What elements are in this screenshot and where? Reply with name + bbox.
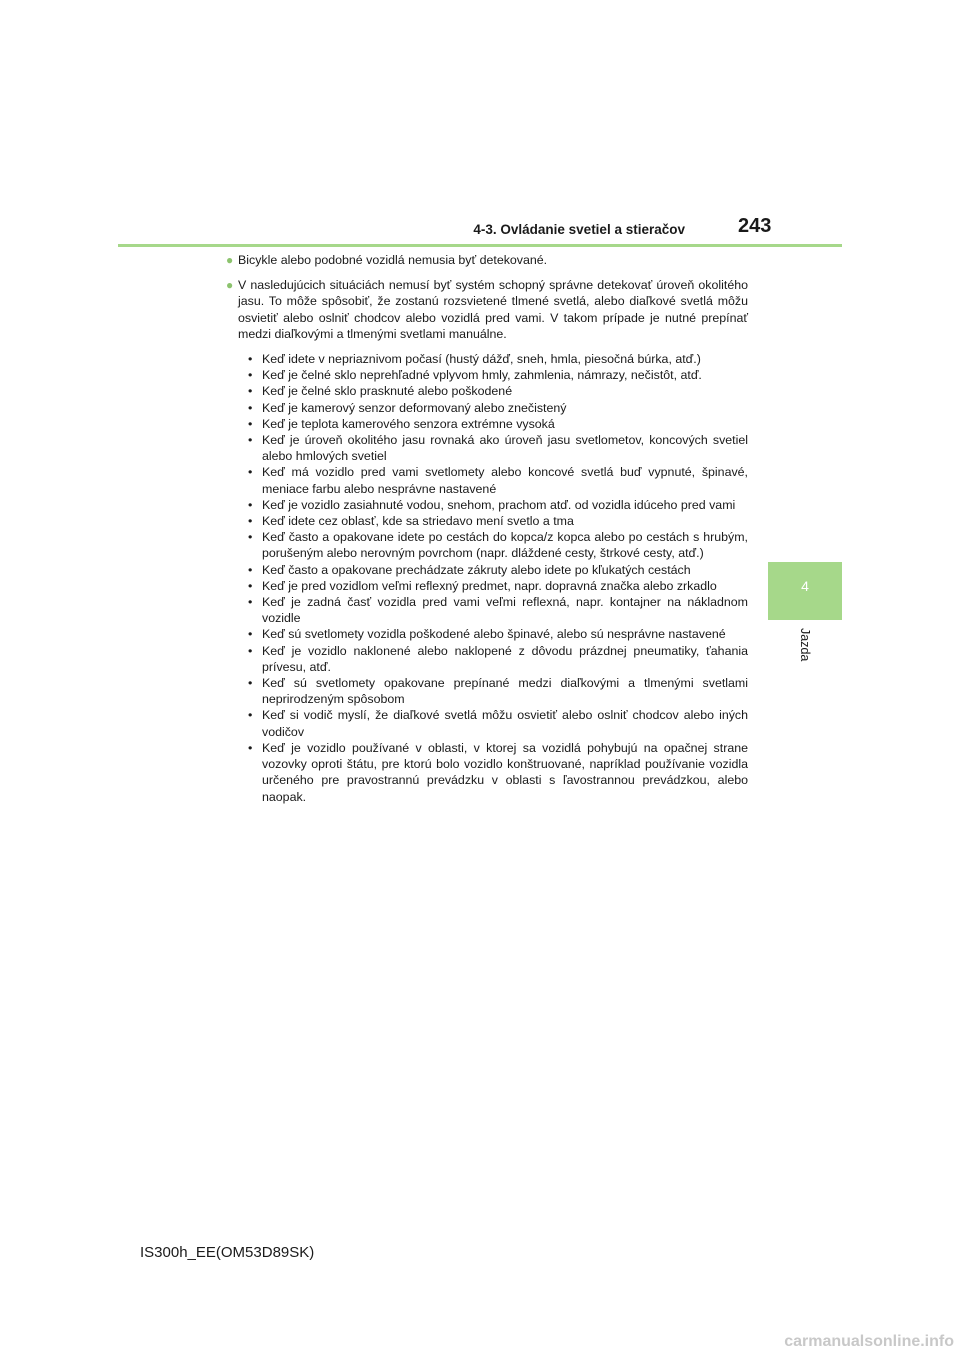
list-item bbox=[248, 643, 748, 675]
paragraph-text: Bicykle alebo podobné vozidlá nemusia byť detekované. bbox=[238, 253, 548, 267]
list-item-text: Keď je teplota kamerového senzora extrémne vysoká bbox=[262, 416, 555, 431]
list-item bbox=[248, 400, 748, 416]
header-divider bbox=[118, 244, 842, 247]
list-item-text: Keď idete cez oblasť, kde sa striedavo mení svetlo a tma bbox=[262, 514, 574, 529]
list-item bbox=[248, 367, 748, 383]
bullet-icon: • bbox=[248, 497, 253, 512]
list-item bbox=[248, 432, 748, 464]
list-item bbox=[248, 562, 748, 578]
green-bullet-icon: ● bbox=[226, 278, 234, 293]
list-item-text: Keď je čelné sklo neprehľadné vplyvom hmly, zahmlenia, námrazy, nečistôt, atď. bbox=[262, 368, 702, 383]
bullet-icon: • bbox=[248, 465, 253, 480]
list-item bbox=[248, 497, 748, 513]
list-item bbox=[248, 529, 748, 561]
document-code: IS300h_EE(OM53D89SK) bbox=[140, 1244, 315, 1261]
watermark: carmanualsonline.info bbox=[784, 1333, 954, 1350]
list-item-text: Keď sú svetlomety opakovane prepínané medzi diaľkovými a tlmenými svetlami neprirodzeným spôsobom bbox=[262, 676, 748, 707]
list-item-text: Keď má vozidlo pred vami svetlomety alebo koncové svetlá buď vypnuté, špinavé, meniace farbu alebo nesprávne nastavené bbox=[262, 465, 748, 496]
chapter-tab bbox=[768, 562, 842, 620]
list-item bbox=[248, 626, 748, 642]
bullet-icon: • bbox=[248, 530, 253, 545]
bullet-icon: • bbox=[248, 740, 253, 755]
chapter-label: Jazda bbox=[798, 628, 812, 662]
list-item-text: Keď je vozidlo používané v oblasti, v ktorej sa vozidlá pohybujú na opačnej strane vozovky oproti štátu, pre ktorú bolo vozidlo konštruované, napríklad používanie vozidla určeného pre pravostrannú prevádzku v oblasti s ľavostrannou prevádzkou, alebo naopak. bbox=[262, 740, 748, 804]
list-item bbox=[248, 675, 748, 707]
list-item-text: Keď je vozidlo zasiahnuté vodou, snehom, prachom atď. od vozidla idúceho pred vami bbox=[262, 497, 736, 512]
list-item bbox=[248, 464, 748, 496]
bullet-icon: • bbox=[248, 562, 253, 577]
list-item-text: Keď si vodič myslí, že diaľkové svetlá môžu osvietiť alebo oslniť chodcov alebo iných vodičov bbox=[262, 708, 748, 739]
list-item bbox=[248, 578, 748, 594]
bullet-icon: • bbox=[248, 384, 253, 399]
list-item bbox=[248, 740, 748, 805]
bullet-icon: • bbox=[248, 514, 253, 529]
list-item-text: Keď je zadná časť vozidla pred vami veľmi reflexná, napr. kontajner na nákladnom vozidle bbox=[262, 595, 748, 626]
bullet-icon: • bbox=[248, 578, 253, 593]
bullet-icon: • bbox=[248, 595, 253, 610]
list-item-text: Keď idete v nepriaznivom počasí (hustý dážď, sneh, hmla, piesočná búrka, atď.) bbox=[262, 352, 701, 367]
list-item-text: Keď často a opakovane idete po cestách do kopca/z kopca alebo po cestách s hrubým, porušeným alebo nerovným povrchom (napr. dláždené cesty, štrkové cesty, atď.) bbox=[262, 530, 748, 561]
page-number: 243 bbox=[738, 215, 772, 237]
list-item-text: Keď často a opakovane prechádzate zákruty alebo idete po kľukatých cestách bbox=[262, 562, 691, 577]
list-item-text: Keď je vozidlo naklonené alebo naklopené z dôvodu prázdnej pneumatiky, ťahania prívesu, atď. bbox=[262, 643, 748, 674]
paragraph-text: V nasledujúcich situáciách nemusí byť systém schopný správne detekovať úroveň okolitého jasu. To môže spôsobiť, že zostanú rozsvietené tlmené svetlá, alebo diaľkové svetlá môžu osvietiť alebo oslniť chodcov alebo vozidlá pred vami. V takom prípade je nutné prepínať medzi diaľkovými a tlmenými svetlami manuálne. bbox=[238, 278, 748, 341]
bullet-icon: • bbox=[248, 400, 253, 415]
list-item-text: Keď je kamerový senzor deformovaný alebo znečistený bbox=[262, 400, 567, 415]
list-item bbox=[248, 416, 748, 432]
list-item-text: Keď sú svetlomety vozidla poškodené alebo špinavé, alebo sú nesprávne nastavené bbox=[262, 627, 726, 642]
chapter-number: 4 bbox=[801, 578, 809, 594]
bullet-icon: • bbox=[248, 676, 253, 691]
list-item bbox=[248, 383, 748, 399]
paragraph-conditions bbox=[226, 277, 748, 805]
section-title: 4-3. Ovládanie svetiel a stieračov bbox=[473, 222, 685, 237]
list-item-text: Keď je pred vozidlom veľmi reflexný predmet, napr. dopravná značka alebo zrkadlo bbox=[262, 578, 717, 593]
list-item bbox=[248, 513, 748, 529]
list-item bbox=[248, 594, 748, 626]
bullet-icon: • bbox=[248, 708, 253, 723]
list-item bbox=[248, 707, 748, 739]
bullet-icon: • bbox=[248, 627, 253, 642]
bullet-icon: • bbox=[248, 352, 253, 367]
list-item-text: Keď je čelné sklo prasknuté alebo poškodené bbox=[262, 384, 513, 399]
page-content bbox=[226, 252, 748, 814]
bullet-icon: • bbox=[248, 368, 253, 383]
list-item-text: Keď je úroveň okolitého jasu rovnaká ako úroveň jasu svetlometov, koncových svetiel alebo hmlových svetiel bbox=[262, 433, 748, 464]
bullet-icon: • bbox=[248, 433, 253, 448]
list-item bbox=[248, 351, 748, 367]
bullet-icon: • bbox=[248, 643, 253, 658]
conditions-list bbox=[238, 351, 748, 805]
bullet-icon: • bbox=[248, 416, 253, 431]
paragraph-bicycles bbox=[226, 252, 748, 268]
green-bullet-icon: ● bbox=[226, 253, 234, 267]
